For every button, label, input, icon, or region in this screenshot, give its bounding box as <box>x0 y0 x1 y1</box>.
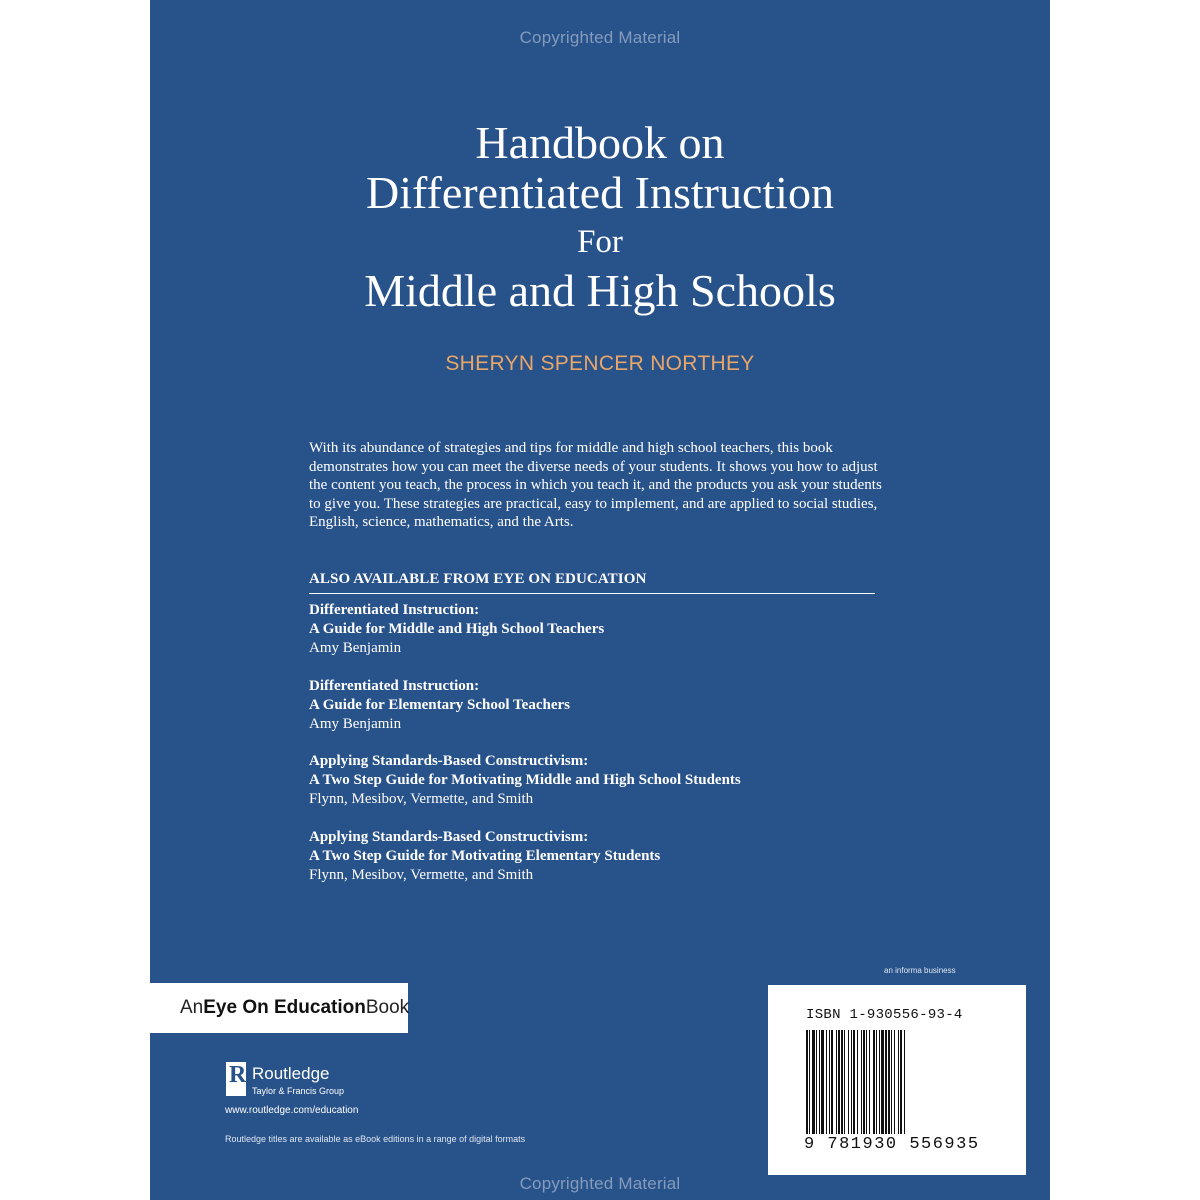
barcode-bar <box>873 1030 875 1134</box>
title-line-2: Differentiated Instruction <box>366 167 834 218</box>
related-book-subtitle: A Guide for Middle and High School Teachers <box>309 621 605 637</box>
ean-number: 9 781930 556935 <box>804 1135 980 1154</box>
watermark-bottom: Copyrighted Material <box>519 1174 681 1193</box>
publisher-subtitle: Taylor & Francis Group <box>252 1086 345 1096</box>
barcode-bar <box>844 1030 845 1134</box>
barcode-bar <box>819 1030 820 1134</box>
barcode-icon <box>806 1030 988 1134</box>
related-book-author: Amy Benjamin <box>309 640 402 656</box>
barcode-bar <box>857 1030 858 1134</box>
barcode-bar <box>898 1030 899 1134</box>
banner-prefix: An <box>180 997 204 1018</box>
watermark-top: Copyrighted Material <box>519 28 681 47</box>
banner-brand: Eye On Education <box>203 997 366 1018</box>
barcode-bar <box>841 1030 843 1134</box>
author-name: SHERYN SPENCER NORTHEY <box>445 352 755 375</box>
barcode-bar <box>879 1030 880 1134</box>
related-book-subtitle: A Two Step Guide for Motivating Elementary Students <box>309 848 661 864</box>
barcode-bar <box>821 1030 824 1134</box>
barcode-bar <box>885 1030 887 1134</box>
also-available-heading: ALSO AVAILABLE FROM EYE ON EDUCATION <box>309 571 647 587</box>
related-book-author: Amy Benjamin <box>309 716 402 732</box>
related-book-title: Differentiated Instruction: <box>309 602 480 618</box>
barcode-bar <box>806 1030 808 1134</box>
barcode-bar <box>891 1030 892 1134</box>
barcode-bar <box>869 1030 870 1134</box>
back-cover <box>150 0 1050 1200</box>
barcode-bar <box>900 1030 902 1134</box>
barcode-bar <box>876 1030 877 1134</box>
related-book-title: Applying Standards-Based Constructivism: <box>309 753 589 769</box>
barcode-bar <box>881 1030 884 1134</box>
isbn-barcode-panel <box>768 985 1026 1175</box>
related-book-author: Flynn, Mesibov, Vermette, and Smith <box>309 867 534 883</box>
barcode-bar <box>866 1030 867 1134</box>
barcode-bar <box>831 1030 833 1134</box>
related-book-subtitle: A Two Step Guide for Motivating Middle and High School Students <box>309 772 741 788</box>
barcode-bar <box>894 1030 895 1134</box>
barcode-bar <box>826 1030 827 1134</box>
barcode-bar <box>838 1030 840 1134</box>
barcode-bar <box>829 1030 830 1134</box>
heading-divider <box>309 593 875 594</box>
publisher-url: www.routledge.com/education <box>225 1105 359 1116</box>
title-line-4: Middle and High Schools <box>364 265 836 316</box>
barcode-bar <box>888 1030 890 1134</box>
publisher-name: Routledge <box>252 1064 330 1083</box>
related-book-author: Flynn, Mesibov, Vermette, and Smith <box>309 791 534 807</box>
barcode-bar <box>836 1030 837 1134</box>
related-book <box>309 828 909 885</box>
barcode-bar <box>904 1030 905 1134</box>
related-book <box>309 677 909 734</box>
isbn-label: ISBN 1-930556-93-4 <box>806 1007 963 1023</box>
related-book <box>309 752 909 809</box>
title-line-1: Handbook on <box>475 117 725 168</box>
ebook-note: Routledge titles are available as eBook editions in a range of digital formats <box>225 1134 526 1144</box>
barcode-bar <box>848 1030 849 1134</box>
related-book <box>309 601 909 658</box>
routledge-logo-icon <box>226 1062 246 1096</box>
title-line-3: For <box>577 224 623 260</box>
barcode-bar <box>853 1030 855 1134</box>
barcode-bar <box>861 1030 862 1134</box>
book-description: With its abundance of strategies and tips for middle and high school teachers, this book demonstrates how you can meet the diverse needs of your students. It shows you how to adjust the content you teach, the process in which you teach it, and the products you ask your students to give you. These strategies are practical, easy to implement, and are applied to social studies, English, science, mathematics, and the Arts. <box>309 440 882 531</box>
banner-suffix: Book <box>365 997 410 1018</box>
barcode-bar <box>816 1030 817 1134</box>
barcode-bar <box>863 1030 865 1134</box>
barcode-bar <box>851 1030 852 1134</box>
related-book-title: Differentiated Instruction: <box>309 678 480 694</box>
barcode-bar <box>809 1030 810 1134</box>
eye-on-education-banner <box>150 983 408 1033</box>
informa-business-label: an informa business <box>884 966 956 975</box>
related-book-title: Applying Standards-Based Constructivism: <box>309 829 589 845</box>
barcode-bar <box>812 1030 815 1134</box>
related-book-subtitle: A Guide for Elementary School Teachers <box>309 697 570 713</box>
